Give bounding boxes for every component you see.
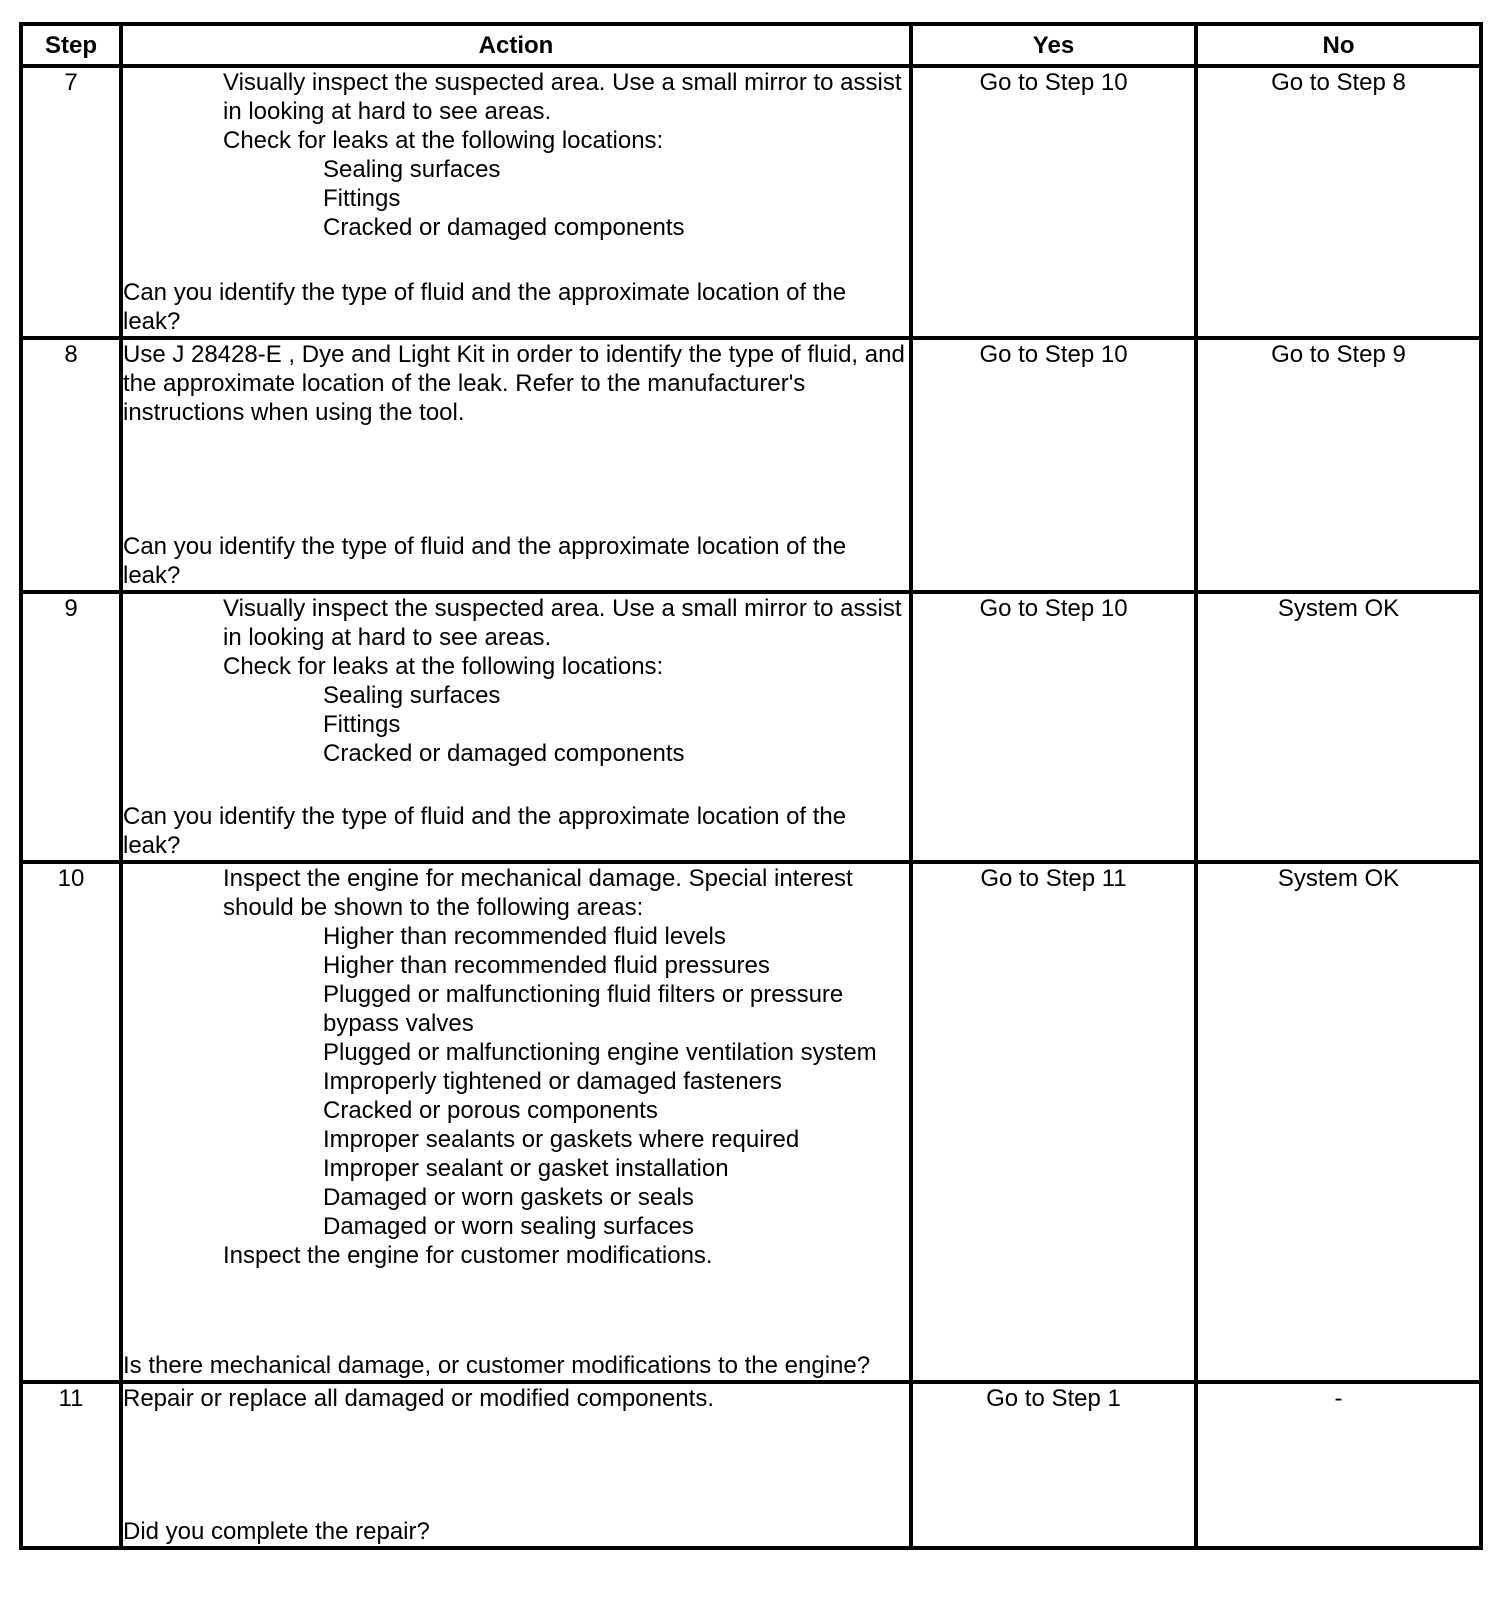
instruction-line: Damaged or worn gaskets or seals [323,1184,694,1211]
instructions [123,1384,909,1413]
action-cell [121,1382,911,1548]
yes-result: Go to Step 10 [911,338,1196,592]
instruction-line: Cracked or damaged components [323,740,685,767]
instruction-line: Sealing surfaces [323,156,501,183]
instruction-line: Inspect the engine for mechanical damage. Special interest should be shown to the following areas: [223,865,853,921]
instruction-line: Visually inspect the suspected area. Use a small mirror to assist in looking at hard to see areas. [223,595,902,651]
table-row [21,66,1481,338]
no-result: System OK [1196,862,1481,1382]
no-result: System OK [1196,592,1481,862]
diagnostic-table [19,22,1483,1550]
question: Can you identify the type of fluid and the approximate location of the leak? [123,533,847,589]
instruction-line: Damaged or worn sealing surfaces [323,1213,694,1240]
instructions [123,594,909,768]
header-action: Action [121,24,911,66]
instruction-line: Improper sealant or gasket installation [323,1155,729,1182]
header-step: Step [21,24,121,66]
step-number: 8 [21,338,121,592]
question: Did you complete the repair? [123,1518,430,1545]
instruction-line: Plugged or malfunctioning fluid filters or pressure bypass valves [323,981,844,1037]
yes-result: Go to Step 10 [911,592,1196,862]
instruction-line: Fittings [323,711,401,738]
question: Is there mechanical damage, or customer modifications to the engine? [123,1352,871,1379]
action-cell [121,338,911,592]
instruction-line: Repair or replace all damaged or modified components. [123,1385,714,1412]
no-result: - [1196,1382,1481,1548]
instruction-line: Cracked or damaged components [323,214,685,241]
instruction-line: Check for leaks at the following locations: [223,653,664,680]
instruction-line: Visually inspect the suspected area. Use a small mirror to assist in looking at hard to see areas. [223,69,902,125]
yes-result: Go to Step 10 [911,66,1196,338]
action-cell [121,592,911,862]
instruction-line: Cracked or porous components [323,1097,658,1124]
instructions [123,68,909,242]
header-row [21,24,1481,66]
instructions [123,864,909,1270]
table-row [21,862,1481,1382]
header-yes: Yes [911,24,1196,66]
header-no: No [1196,24,1481,66]
instructions [123,340,909,427]
yes-result: Go to Step 11 [911,862,1196,1382]
instruction-line: Sealing surfaces [323,682,501,709]
instruction-line: Higher than recommended fluid levels [323,923,726,950]
instruction-line: Fittings [323,185,401,212]
instruction-line: Improper sealants or gaskets where required [323,1126,800,1153]
action-cell [121,66,911,338]
instruction-line: Improperly tightened or damaged fasteners [323,1068,782,1095]
instruction-line: Higher than recommended fluid pressures [323,952,770,979]
instruction-line: Check for leaks at the following locations: [223,127,664,154]
step-number: 9 [21,592,121,862]
table-row [21,1382,1481,1548]
no-result: Go to Step 9 [1196,338,1481,592]
step-number: 7 [21,66,121,338]
instruction-line: Plugged or malfunctioning engine ventilation system [323,1039,877,1066]
action-cell [121,862,911,1382]
step-number: 11 [21,1382,121,1548]
question: Can you identify the type of fluid and the approximate location of the leak? [123,279,847,335]
table-row [21,338,1481,592]
no-result: Go to Step 8 [1196,66,1481,338]
yes-result: Go to Step 1 [911,1382,1196,1548]
instruction-line: Inspect the engine for customer modifications. [223,1242,713,1269]
step-number: 10 [21,862,121,1382]
instruction-line: Use J 28428-E , Dye and Light Kit in order to identify the type of fluid, and the approximate location of the leak. Refer to the manufacturer's instructions when using the tool. [123,341,905,426]
question: Can you identify the type of fluid and the approximate location of the leak? [123,803,847,859]
table-row [21,592,1481,862]
